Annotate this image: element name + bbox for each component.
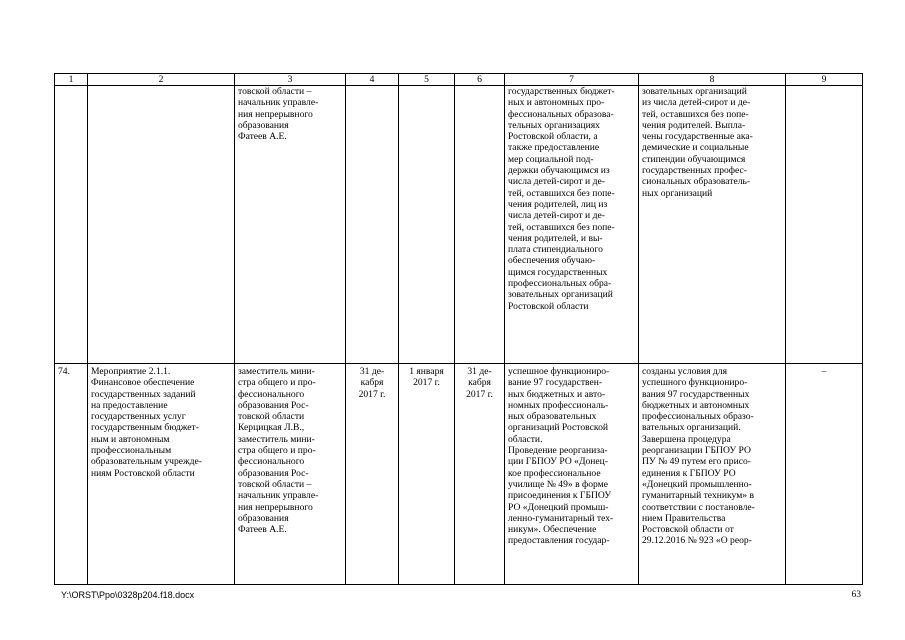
notes-cell (786, 86, 863, 364)
planned-date-cell: 31 де- кабря 2017 г. (346, 364, 399, 585)
start-date-cell: 1 января 2017 г. (399, 364, 455, 585)
end-date-cell (455, 86, 505, 364)
table-row (55, 364, 863, 585)
footer-file-path: Y:\ORST\Ppo\0328p204.f18.docx (61, 590, 195, 600)
column-number-3: 3 (235, 74, 346, 86)
measure-name-cell (88, 86, 235, 364)
row-number-cell: 74. (55, 364, 88, 585)
column-number-1: 1 (55, 74, 88, 86)
responsible-person-cell: заместитель мини- стра общего и про- фессионального образования Рос- товской области Керцицкая Л.В., заместитель мини- стра общего и про- фессионального образования Рос- товской области – начальник управле- ния непрерывного образования Фатеев А.Е. (235, 364, 346, 585)
column-number-6: 6 (455, 74, 505, 86)
column-number-4: 4 (346, 74, 399, 86)
measure-name-cell: Мероприятие 2.1.1. Финансовое обеспечение государственных заданий на предоставление государственных услуг государственным бюджет- ным и автономным профессиональным образовательным учрежде- ниям Ростовской области (88, 364, 235, 585)
page-number: 63 (851, 590, 861, 600)
document-table (54, 73, 863, 585)
column-number-5: 5 (399, 74, 455, 86)
row-number-cell (55, 86, 88, 364)
planned-date-cell (346, 86, 399, 364)
responsible-person-cell: товской области – начальник управле- ния непрерывного образования Фатеев А.Е. (235, 86, 346, 364)
column-number-8: 8 (639, 74, 786, 86)
actual-result-cell: созданы условия для успешного функциониро- вания 97 государственных бюджетных и автономных профессиональных образо- вательных организаций. Завершена процедура реорганизации ГБПОУ РО ПУ № 49 путем его присо- единения к ГБПОУ РО «Донецкий промышленно- гуманитарный техникум» в соответствии с постановле- нием Правительства Ростовской области от 29.12.2016 № 923 «О реор- (639, 364, 786, 585)
expected-result-cell: успешное функциониро- вание 97 государствен- ных бюджетных и авто- номных профессиональ- ных образовательных организаций Ростовской области. Проведение реорганиза- ции ГБПОУ РО «Донец- кое профессиональное училище № 49» в форме присоединения к ГБПОУ РО «Донецкий промыш- ленно-гуманитарный тех- никум». Обеспечение предоставления государ- (505, 364, 639, 585)
column-number-2: 2 (88, 74, 235, 86)
table-row (55, 86, 863, 364)
end-date-cell: 31 де- кабря 2017 г. (455, 364, 505, 585)
table-header-row (55, 74, 863, 86)
column-number-9: 9 (786, 74, 863, 86)
start-date-cell (399, 86, 455, 364)
notes-cell: – (786, 364, 863, 585)
actual-result-cell: зовательных организаций из числа детей-сирот и де- тей, оставшихся без попе- чения родителей. Выпла- чены государственные ака- демические и социальные стипендии обучающимся государственных профес- сиональных образователь- ных организаций (639, 86, 786, 364)
expected-result-cell: государственных бюджет- ных и автономных про- фессиональных образова- тельных организациях Ростовской области, а также предоставление мер социальной под- держки обучающимся из числа детей-сирот и де- тей, оставшихся без попе- чения родителей, лиц из числа детей-сирот и де- тей, оставшихся без попе- чения родителей, и вы- плата стипендиального обеспечения обучаю- щимся государственных профессиональных обра- зовательных организаций Ростовской области (505, 86, 639, 364)
column-number-7: 7 (505, 74, 639, 86)
